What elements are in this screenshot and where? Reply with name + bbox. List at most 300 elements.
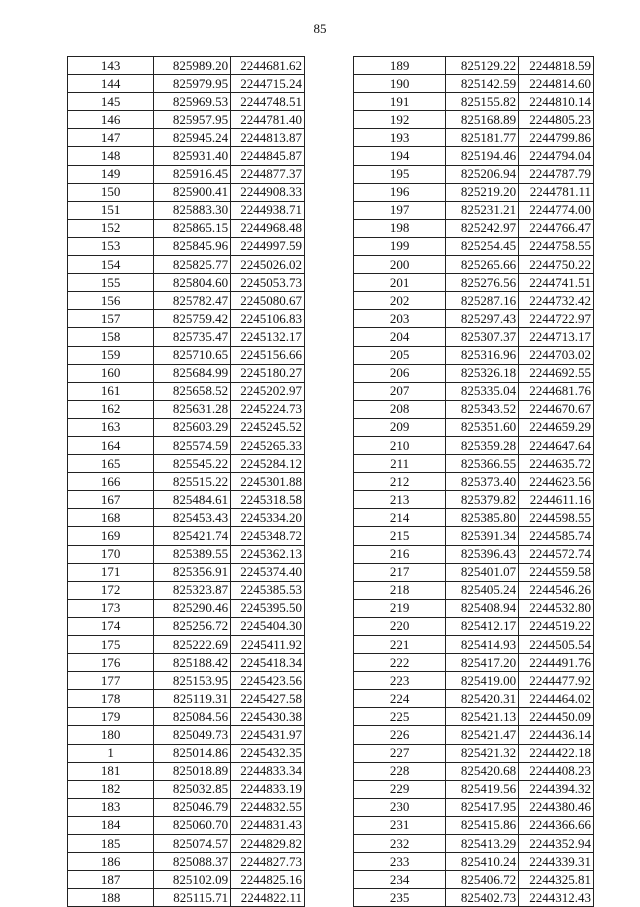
table-row [354, 473, 594, 491]
y-coordinate-cell: 2244464.02 [519, 690, 594, 708]
x-coordinate-cell: 825883.30 [154, 201, 231, 219]
x-coordinate-cell: 825419.00 [446, 672, 519, 690]
point-number-cell: 219 [354, 599, 446, 617]
point-number-cell: 227 [354, 744, 446, 762]
point-number-cell: 231 [354, 816, 446, 834]
point-number-cell: 198 [354, 219, 446, 237]
x-coordinate-cell: 825900.41 [154, 183, 231, 201]
x-coordinate-cell: 825351.60 [446, 418, 519, 436]
y-coordinate-cell: 2244519.22 [519, 617, 594, 635]
table-row [354, 129, 594, 147]
x-coordinate-cell: 825421.13 [446, 708, 519, 726]
y-coordinate-cell: 2244635.72 [519, 455, 594, 473]
point-number-cell: 195 [354, 165, 446, 183]
y-coordinate-cell: 2245348.72 [231, 527, 305, 545]
x-coordinate-cell: 825845.96 [154, 237, 231, 255]
table-row [354, 889, 594, 907]
x-coordinate-cell: 825389.55 [154, 545, 231, 563]
point-number-cell: 216 [354, 545, 446, 563]
x-coordinate-cell: 825297.43 [446, 310, 519, 328]
x-coordinate-cell: 825945.24 [154, 129, 231, 147]
table-row [68, 129, 305, 147]
y-coordinate-cell: 2244787.79 [519, 165, 594, 183]
y-coordinate-cell: 2244659.29 [519, 418, 594, 436]
y-coordinate-cell: 2244713.17 [519, 328, 594, 346]
x-coordinate-cell: 825373.40 [446, 473, 519, 491]
table-row [354, 726, 594, 744]
x-coordinate-cell: 825408.94 [446, 599, 519, 617]
x-coordinate-cell: 825385.80 [446, 509, 519, 527]
point-number-cell: 153 [68, 237, 154, 255]
table-row [354, 672, 594, 690]
x-coordinate-cell: 825402.73 [446, 889, 519, 907]
point-number-cell: 213 [354, 491, 446, 509]
point-number-cell: 158 [68, 328, 154, 346]
point-number-cell: 167 [68, 491, 154, 509]
point-number-cell: 181 [68, 762, 154, 780]
table-row [354, 654, 594, 672]
x-coordinate-cell: 825168.89 [446, 111, 519, 129]
point-number-cell: 152 [68, 219, 154, 237]
y-coordinate-cell: 2244827.73 [231, 853, 305, 871]
point-number-cell: 209 [354, 418, 446, 436]
x-coordinate-cell: 825979.95 [154, 75, 231, 93]
point-number-cell: 144 [68, 75, 154, 93]
point-number-cell: 186 [68, 853, 154, 871]
point-number-cell: 229 [354, 780, 446, 798]
x-coordinate-cell: 825359.28 [446, 436, 519, 454]
table-row [68, 292, 305, 310]
point-number-cell: 224 [354, 690, 446, 708]
x-coordinate-cell: 825046.79 [154, 798, 231, 816]
x-coordinate-cell: 825419.56 [446, 780, 519, 798]
x-coordinate-cell: 825420.68 [446, 762, 519, 780]
table-row [354, 762, 594, 780]
y-coordinate-cell: 2244722.97 [519, 310, 594, 328]
point-number-cell: 147 [68, 129, 154, 147]
x-coordinate-cell: 825356.91 [154, 563, 231, 581]
table-row [354, 111, 594, 129]
y-coordinate-cell: 2244781.40 [231, 111, 305, 129]
table-row [68, 491, 305, 509]
y-coordinate-cell: 2244366.66 [519, 816, 594, 834]
table-row [68, 835, 305, 853]
table-row [354, 853, 594, 871]
x-coordinate-cell: 825410.24 [446, 853, 519, 871]
table-row [68, 400, 305, 418]
y-coordinate-cell: 2244794.04 [519, 147, 594, 165]
table-row [354, 780, 594, 798]
x-coordinate-cell: 825222.69 [154, 636, 231, 654]
table-row [68, 274, 305, 292]
point-number-cell: 178 [68, 690, 154, 708]
table-row [68, 871, 305, 889]
y-coordinate-cell: 2244572.74 [519, 545, 594, 563]
point-number-cell: 187 [68, 871, 154, 889]
x-coordinate-cell: 825102.09 [154, 871, 231, 889]
y-coordinate-cell: 2245362.13 [231, 545, 305, 563]
point-number-cell: 210 [354, 436, 446, 454]
x-coordinate-cell: 825406.72 [446, 871, 519, 889]
table-row [68, 418, 305, 436]
y-coordinate-cell: 2244623.56 [519, 473, 594, 491]
x-coordinate-cell: 825484.61 [154, 491, 231, 509]
y-coordinate-cell: 2245132.17 [231, 328, 305, 346]
point-number-cell: 180 [68, 726, 154, 744]
x-coordinate-cell: 825969.53 [154, 93, 231, 111]
x-coordinate-cell: 825265.66 [446, 256, 519, 274]
y-coordinate-cell: 2245334.20 [231, 509, 305, 527]
table-row [354, 237, 594, 255]
point-number-cell: 217 [354, 563, 446, 581]
y-coordinate-cell: 2245432.35 [231, 744, 305, 762]
y-coordinate-cell: 2244845.87 [231, 147, 305, 165]
x-coordinate-cell: 825412.17 [446, 617, 519, 635]
table-row [68, 93, 305, 111]
table-row [68, 165, 305, 183]
point-number-cell: 185 [68, 835, 154, 853]
table-row [354, 527, 594, 545]
x-coordinate-cell: 825088.37 [154, 853, 231, 871]
x-coordinate-cell: 825307.37 [446, 328, 519, 346]
y-coordinate-cell: 2244598.55 [519, 509, 594, 527]
y-coordinate-cell: 2244799.86 [519, 129, 594, 147]
x-coordinate-cell: 825254.45 [446, 237, 519, 255]
table-row [68, 708, 305, 726]
table-row [68, 563, 305, 581]
point-number-cell: 170 [68, 545, 154, 563]
table-row [68, 219, 305, 237]
point-number-cell: 163 [68, 418, 154, 436]
x-coordinate-cell: 825515.22 [154, 473, 231, 491]
table-row [68, 617, 305, 635]
point-number-cell: 148 [68, 147, 154, 165]
y-coordinate-cell: 2245245.52 [231, 418, 305, 436]
table-row [354, 436, 594, 454]
y-coordinate-cell: 2244491.76 [519, 654, 594, 672]
point-number-cell: 177 [68, 672, 154, 690]
point-number-cell: 172 [68, 581, 154, 599]
y-coordinate-cell: 2244670.67 [519, 400, 594, 418]
y-coordinate-cell: 2244832.55 [231, 798, 305, 816]
x-coordinate-cell: 825155.82 [446, 93, 519, 111]
table-row [354, 400, 594, 418]
table-row [68, 147, 305, 165]
y-coordinate-cell: 2244436.14 [519, 726, 594, 744]
point-number-cell: 211 [354, 455, 446, 473]
x-coordinate-cell: 825366.55 [446, 455, 519, 473]
y-coordinate-cell: 2245418.34 [231, 654, 305, 672]
table-row [354, 57, 594, 75]
y-coordinate-cell: 2244750.22 [519, 256, 594, 274]
point-number-cell: 204 [354, 328, 446, 346]
y-coordinate-cell: 2244908.33 [231, 183, 305, 201]
x-coordinate-cell: 825276.56 [446, 274, 519, 292]
point-number-cell: 154 [68, 256, 154, 274]
point-number-cell: 197 [354, 201, 446, 219]
y-coordinate-cell: 2244611.16 [519, 491, 594, 509]
point-number-cell: 164 [68, 436, 154, 454]
x-coordinate-cell: 825188.42 [154, 654, 231, 672]
x-coordinate-cell: 825343.52 [446, 400, 519, 418]
table-row [354, 201, 594, 219]
x-coordinate-cell: 825060.70 [154, 816, 231, 834]
y-coordinate-cell: 2245431.97 [231, 726, 305, 744]
table-row [354, 871, 594, 889]
y-coordinate-cell: 2244681.76 [519, 382, 594, 400]
point-number-cell: 194 [354, 147, 446, 165]
x-coordinate-cell: 825413.29 [446, 835, 519, 853]
table-row [68, 762, 305, 780]
x-coordinate-cell: 825759.42 [154, 310, 231, 328]
table-row [354, 346, 594, 364]
table-row [68, 780, 305, 798]
table-row [354, 382, 594, 400]
y-coordinate-cell: 2245404.30 [231, 617, 305, 635]
x-coordinate-cell: 825219.20 [446, 183, 519, 201]
y-coordinate-cell: 2244703.02 [519, 346, 594, 364]
table-row [68, 853, 305, 871]
table-row [68, 545, 305, 563]
y-coordinate-cell: 2244810.14 [519, 93, 594, 111]
table-row [68, 672, 305, 690]
x-coordinate-cell: 825782.47 [154, 292, 231, 310]
table-row [354, 292, 594, 310]
y-coordinate-cell: 2245385.53 [231, 581, 305, 599]
y-coordinate-cell: 2244813.87 [231, 129, 305, 147]
table-row [354, 563, 594, 581]
y-coordinate-cell: 2245284.12 [231, 455, 305, 473]
x-coordinate-cell: 825391.34 [446, 527, 519, 545]
table-row [68, 183, 305, 201]
table-row [354, 256, 594, 274]
point-number-cell: 192 [354, 111, 446, 129]
x-coordinate-cell: 825018.89 [154, 762, 231, 780]
y-coordinate-cell: 2244822.11 [231, 889, 305, 907]
point-number-cell: 226 [354, 726, 446, 744]
y-coordinate-cell: 2244968.48 [231, 219, 305, 237]
x-coordinate-cell: 825326.18 [446, 364, 519, 382]
y-coordinate-cell: 2244781.11 [519, 183, 594, 201]
y-coordinate-cell: 2245053.73 [231, 274, 305, 292]
x-coordinate-cell: 825417.20 [446, 654, 519, 672]
y-coordinate-cell: 2245301.88 [231, 473, 305, 491]
point-number-cell: 208 [354, 400, 446, 418]
y-coordinate-cell: 2245430.38 [231, 708, 305, 726]
y-coordinate-cell: 2244938.71 [231, 201, 305, 219]
y-coordinate-cell: 2244422.18 [519, 744, 594, 762]
point-number-cell: 151 [68, 201, 154, 219]
table-row [68, 382, 305, 400]
y-coordinate-cell: 2244408.23 [519, 762, 594, 780]
y-coordinate-cell: 2244647.64 [519, 436, 594, 454]
y-coordinate-cell: 2244559.58 [519, 563, 594, 581]
point-number-cell: 160 [68, 364, 154, 382]
y-coordinate-cell: 2245106.83 [231, 310, 305, 328]
point-number-cell: 201 [354, 274, 446, 292]
y-coordinate-cell: 2244692.55 [519, 364, 594, 382]
table-row [354, 690, 594, 708]
x-coordinate-cell: 825710.65 [154, 346, 231, 364]
point-number-cell: 232 [354, 835, 446, 853]
point-number-cell: 150 [68, 183, 154, 201]
y-coordinate-cell: 2245026.02 [231, 256, 305, 274]
table-row [68, 636, 305, 654]
x-coordinate-cell: 825316.96 [446, 346, 519, 364]
table-row [68, 57, 305, 75]
x-coordinate-cell: 825401.07 [446, 563, 519, 581]
point-number-cell: 182 [68, 780, 154, 798]
table-row [354, 75, 594, 93]
x-coordinate-cell: 825074.57 [154, 835, 231, 853]
point-number-cell: 222 [354, 654, 446, 672]
table-row [68, 599, 305, 617]
x-coordinate-cell: 825825.77 [154, 256, 231, 274]
x-coordinate-cell: 825142.59 [446, 75, 519, 93]
table-row [354, 708, 594, 726]
point-number-cell: 228 [354, 762, 446, 780]
y-coordinate-cell: 2244829.82 [231, 835, 305, 853]
y-coordinate-cell: 2244325.81 [519, 871, 594, 889]
x-coordinate-cell: 825421.74 [154, 527, 231, 545]
x-coordinate-cell: 825181.77 [446, 129, 519, 147]
point-number-cell: 203 [354, 310, 446, 328]
x-coordinate-cell: 825194.46 [446, 147, 519, 165]
table-row [68, 75, 305, 93]
point-number-cell: 166 [68, 473, 154, 491]
table-row [68, 111, 305, 129]
y-coordinate-cell: 2244758.55 [519, 237, 594, 255]
y-coordinate-cell: 2245395.50 [231, 599, 305, 617]
table-row [354, 418, 594, 436]
point-number-cell: 202 [354, 292, 446, 310]
table-row [68, 473, 305, 491]
point-number-cell: 235 [354, 889, 446, 907]
table-row [68, 455, 305, 473]
x-coordinate-cell: 825574.59 [154, 436, 231, 454]
x-coordinate-cell: 825658.52 [154, 382, 231, 400]
point-number-cell: 157 [68, 310, 154, 328]
x-coordinate-cell: 825414.93 [446, 636, 519, 654]
x-coordinate-cell: 825684.99 [154, 364, 231, 382]
y-coordinate-cell: 2244339.31 [519, 853, 594, 871]
table-row [354, 617, 594, 635]
y-coordinate-cell: 2245374.40 [231, 563, 305, 581]
y-coordinate-cell: 2244805.23 [519, 111, 594, 129]
x-coordinate-cell: 825916.45 [154, 165, 231, 183]
table-row [354, 835, 594, 853]
point-number-cell: 230 [354, 798, 446, 816]
coordinates-table-body [354, 57, 594, 907]
table-row [68, 726, 305, 744]
y-coordinate-cell: 2244546.26 [519, 581, 594, 599]
table-row [354, 310, 594, 328]
table-row [68, 237, 305, 255]
x-coordinate-cell: 825735.47 [154, 328, 231, 346]
y-coordinate-cell: 2244741.51 [519, 274, 594, 292]
y-coordinate-cell: 2244818.59 [519, 57, 594, 75]
x-coordinate-cell: 825396.43 [446, 545, 519, 563]
y-coordinate-cell: 2245224.73 [231, 400, 305, 418]
x-coordinate-cell: 825115.71 [154, 889, 231, 907]
point-number-cell: 193 [354, 129, 446, 147]
table-row [68, 310, 305, 328]
x-coordinate-cell: 825865.15 [154, 219, 231, 237]
point-number-cell: 221 [354, 636, 446, 654]
table-row [68, 816, 305, 834]
table-row [354, 219, 594, 237]
x-coordinate-cell: 825084.56 [154, 708, 231, 726]
point-number-cell: 206 [354, 364, 446, 382]
point-number-cell: 175 [68, 636, 154, 654]
table-row [68, 744, 305, 762]
point-number-cell: 189 [354, 57, 446, 75]
point-number-cell: 196 [354, 183, 446, 201]
point-number-cell: 191 [354, 93, 446, 111]
table-row [354, 744, 594, 762]
x-coordinate-cell: 825989.20 [154, 57, 231, 75]
y-coordinate-cell: 2244715.24 [231, 75, 305, 93]
table-row [68, 798, 305, 816]
point-number-cell: 165 [68, 455, 154, 473]
table-row [354, 599, 594, 617]
table-row [68, 201, 305, 219]
x-coordinate-cell: 825129.22 [446, 57, 519, 75]
page-number: 85 [313, 21, 327, 36]
y-coordinate-cell: 2244766.47 [519, 219, 594, 237]
x-coordinate-cell: 825119.31 [154, 690, 231, 708]
y-coordinate-cell: 2244877.37 [231, 165, 305, 183]
x-coordinate-cell: 825957.95 [154, 111, 231, 129]
point-number-cell: 214 [354, 509, 446, 527]
table-row [68, 654, 305, 672]
point-number-cell: 233 [354, 853, 446, 871]
point-number-cell: 174 [68, 617, 154, 635]
y-coordinate-cell: 2244774.00 [519, 201, 594, 219]
table-row [68, 889, 305, 907]
point-number-cell: 179 [68, 708, 154, 726]
table-row [68, 527, 305, 545]
table-row [68, 364, 305, 382]
point-number-cell: 176 [68, 654, 154, 672]
x-coordinate-cell: 825415.86 [446, 816, 519, 834]
y-coordinate-cell: 2245411.92 [231, 636, 305, 654]
y-coordinate-cell: 2244450.09 [519, 708, 594, 726]
x-coordinate-cell: 825014.86 [154, 744, 231, 762]
point-number-cell: 155 [68, 274, 154, 292]
point-number-cell: 183 [68, 798, 154, 816]
x-coordinate-cell: 825335.04 [446, 382, 519, 400]
y-coordinate-cell: 2244380.46 [519, 798, 594, 816]
point-number-cell: 149 [68, 165, 154, 183]
table-row [354, 581, 594, 599]
table-row [354, 636, 594, 654]
y-coordinate-cell: 2245427.58 [231, 690, 305, 708]
x-coordinate-cell: 825153.95 [154, 672, 231, 690]
coordinates-table-left [67, 56, 305, 907]
y-coordinate-cell: 2244748.51 [231, 93, 305, 111]
x-coordinate-cell: 825323.87 [154, 581, 231, 599]
point-number-cell: 161 [68, 382, 154, 400]
y-coordinate-cell: 2244477.92 [519, 672, 594, 690]
table-row [68, 690, 305, 708]
x-coordinate-cell: 825545.22 [154, 455, 231, 473]
point-number-cell: 162 [68, 400, 154, 418]
table-row [354, 274, 594, 292]
y-coordinate-cell: 2244505.54 [519, 636, 594, 654]
point-number-cell: 156 [68, 292, 154, 310]
table-row [354, 93, 594, 111]
